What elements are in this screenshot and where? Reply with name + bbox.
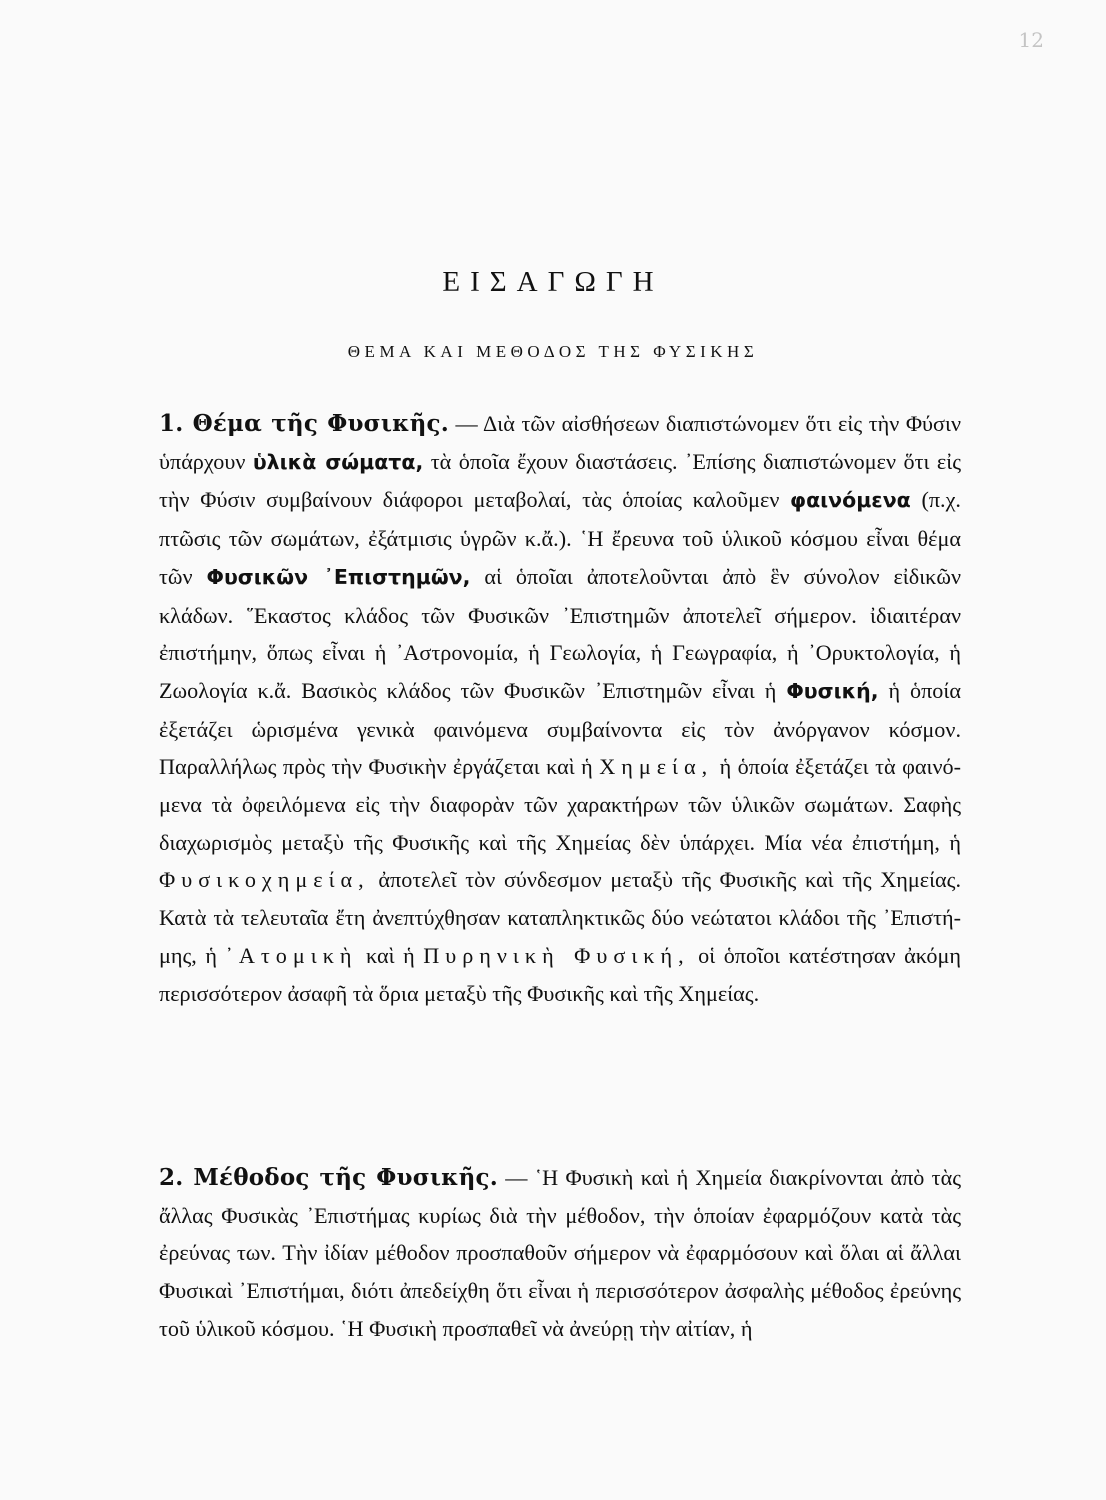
section-1-text-4: αἱ ὁποῖαι ἀποτελοῦνται ἀπὸ ἓν σύνολον εἰδικῶν κλάδων. ῞Εκαστος κλάδος τῶν Φυσικῶν ᾿Επιστημῶν ἀποτελεῖ σήμερον. ἰδιαιτέραν ἐπιστήμην, ὅπως εἶναι ἡ ᾿Αστρονομία, ἡ Γεωλογία, ἡ Γεωγραφία, ἡ ᾿Ορυκτολογία, ἡ Ζωολογία κ.ἄ. Βασικὸς κλάδος τῶν Φυσικῶν ᾿Επιστημῶν εἶναι ἡ — [159, 563, 961, 703]
section-1-dash: — — [448, 411, 484, 436]
section-2-heading: 2. Μέθοδος τῆς Φυσικῆς. — [159, 1164, 498, 1191]
term-phenomena: φαινόμενα — [790, 488, 911, 513]
page-number: 12 — [1018, 28, 1044, 52]
term-atomic: ᾿Ατομικὴ — [225, 942, 358, 968]
term-nuclear-physics: Πυρηνικὴ Φυσική, — [423, 942, 690, 968]
term-natural-sciences: Φυσικῶν ᾿Επιστημῶν, — [206, 564, 471, 589]
section-1-text-3: (π.χ. πτῶσις τῶν σωμάτων, ἐξάτμισις ὑγρῶν κ.ἄ.). ῾Η ἔρευνα τοῦ ὑλικοῦ κόσμου εἶναι θέμα τῶν — [159, 487, 961, 589]
term-physical-chemistry: Φυσικοχημεία, — [159, 867, 370, 893]
section-1-text-2: τὰ ὁποῖα ἔχουν διαστάσεις. ᾿Επίσης διαπιστώνομεν ὅτι εἰς τὴν Φύσιν συμβαίνουν διάφοροι μεταβολαί, τὰς ὁποίας καλοῦμεν — [159, 448, 962, 513]
section-1-text-5: ἡ ὁποία ἐξετάζει ὡρισμένα γενικὰ φαινόμενα συμβαίνοντα εἰς τὸν ἀνόργανον κόσμον. Παραλλήλως πρὸς τὴν Φυσικὴν ἐργάζεται καὶ ἡ — [159, 677, 961, 780]
chapter-subtitle: ΘΕΜΑ ΚΑΙ ΜΕΘΟΔΟΣ ΤΗΣ ΦΥΣΙΚΗΣ — [347, 342, 759, 361]
term-material-bodies: ὑλικὰ σώματα, — [252, 449, 424, 474]
section-1-text-8: καὶ ἡ — [357, 942, 424, 968]
section-2-text-1: ῾Η Φυσικὴ καὶ ἡ Χημεία διακρίνονται ἀπὸ τὰς ἄλλας Φυσικὰς ᾿Επιστήμας κυρίως διὰ τὴν μέθοδον, τὴν ὁποίαν ἐφαρμόζουν κατὰ τὰς ἐρεύνας των. Τὴν ἰδίαν μέθοδον προσπαθοῦν σήμερον νὰ ἐφαρμόσουν καὶ ὅλαι αἱ ἄλλαι Φυσικαὶ ᾿Επιστήμαι, διότι ἀπεδείχθη ὅτι εἶναι ἡ περισσότερον ἀσφαλὴς μέθοδος ἐρεύνης τοῦ ὑλικοῦ κόσμου. ῾Η Φυσικὴ προσπαθεῖ νὰ ἀνεύρῃ τὴν αἰτίαν, ἡ — [159, 1165, 962, 1341]
section-2-dash: — — [497, 1165, 535, 1190]
term-physics: Φυσική, — [786, 678, 879, 703]
section-1-text-1: Διὰ τῶν αἰσθήσεων διαπιστώνομεν ὅτι εἰς τὴν Φύσιν ὑπάρχουν — [159, 411, 961, 474]
section-1-text-9: οἱ ὁποῖοι κατέστησαν ἀκόμη περισσότερον ἀσαφῆ τὰ ὅρια μεταξὺ τῆς Φυσικῆς καὶ τῆς Χημείας. — [159, 942, 961, 1006]
section-2-paragraph — [159, 1159, 961, 1348]
section-1-text-6: ἡ ὁποία ἐξετάζει τὰ φαινόμενα τὰ ὀφειλόμενα εἰς τὴν διαφορὰν τῶν χαρακτήρων τῶν ὑλικῶν σωμάτων. Σαφὴς διαχωρισμὸς μεταξὺ τῆς Φυσικῆς καὶ τῆς Χημείας δὲν ὑπάρχει. Μία νέα ἐπιστήμη, ἡ — [159, 754, 961, 855]
chapter-title: ΕΙΣΑΓΩΓΗ — [442, 266, 664, 298]
section-1-text-7: ἀποτελεῖ τὸν σύνδεσμον μεταξὺ τῆς Φυσικῆς καὶ τῆς Χημείας. Κατὰ τὰ τελευταῖα ἔτη ἀνεπτύχθησαν καταπληκτικῶς δύο νεώτατοι κλάδοι τῆς ᾿Επιστήμης, ἡ — [159, 867, 961, 968]
term-chemistry: Χημεία, — [599, 754, 714, 780]
section-1-paragraph — [159, 405, 961, 1012]
section-1-heading: 1. Θέμα τῆς Φυσικῆς. — [159, 410, 449, 437]
